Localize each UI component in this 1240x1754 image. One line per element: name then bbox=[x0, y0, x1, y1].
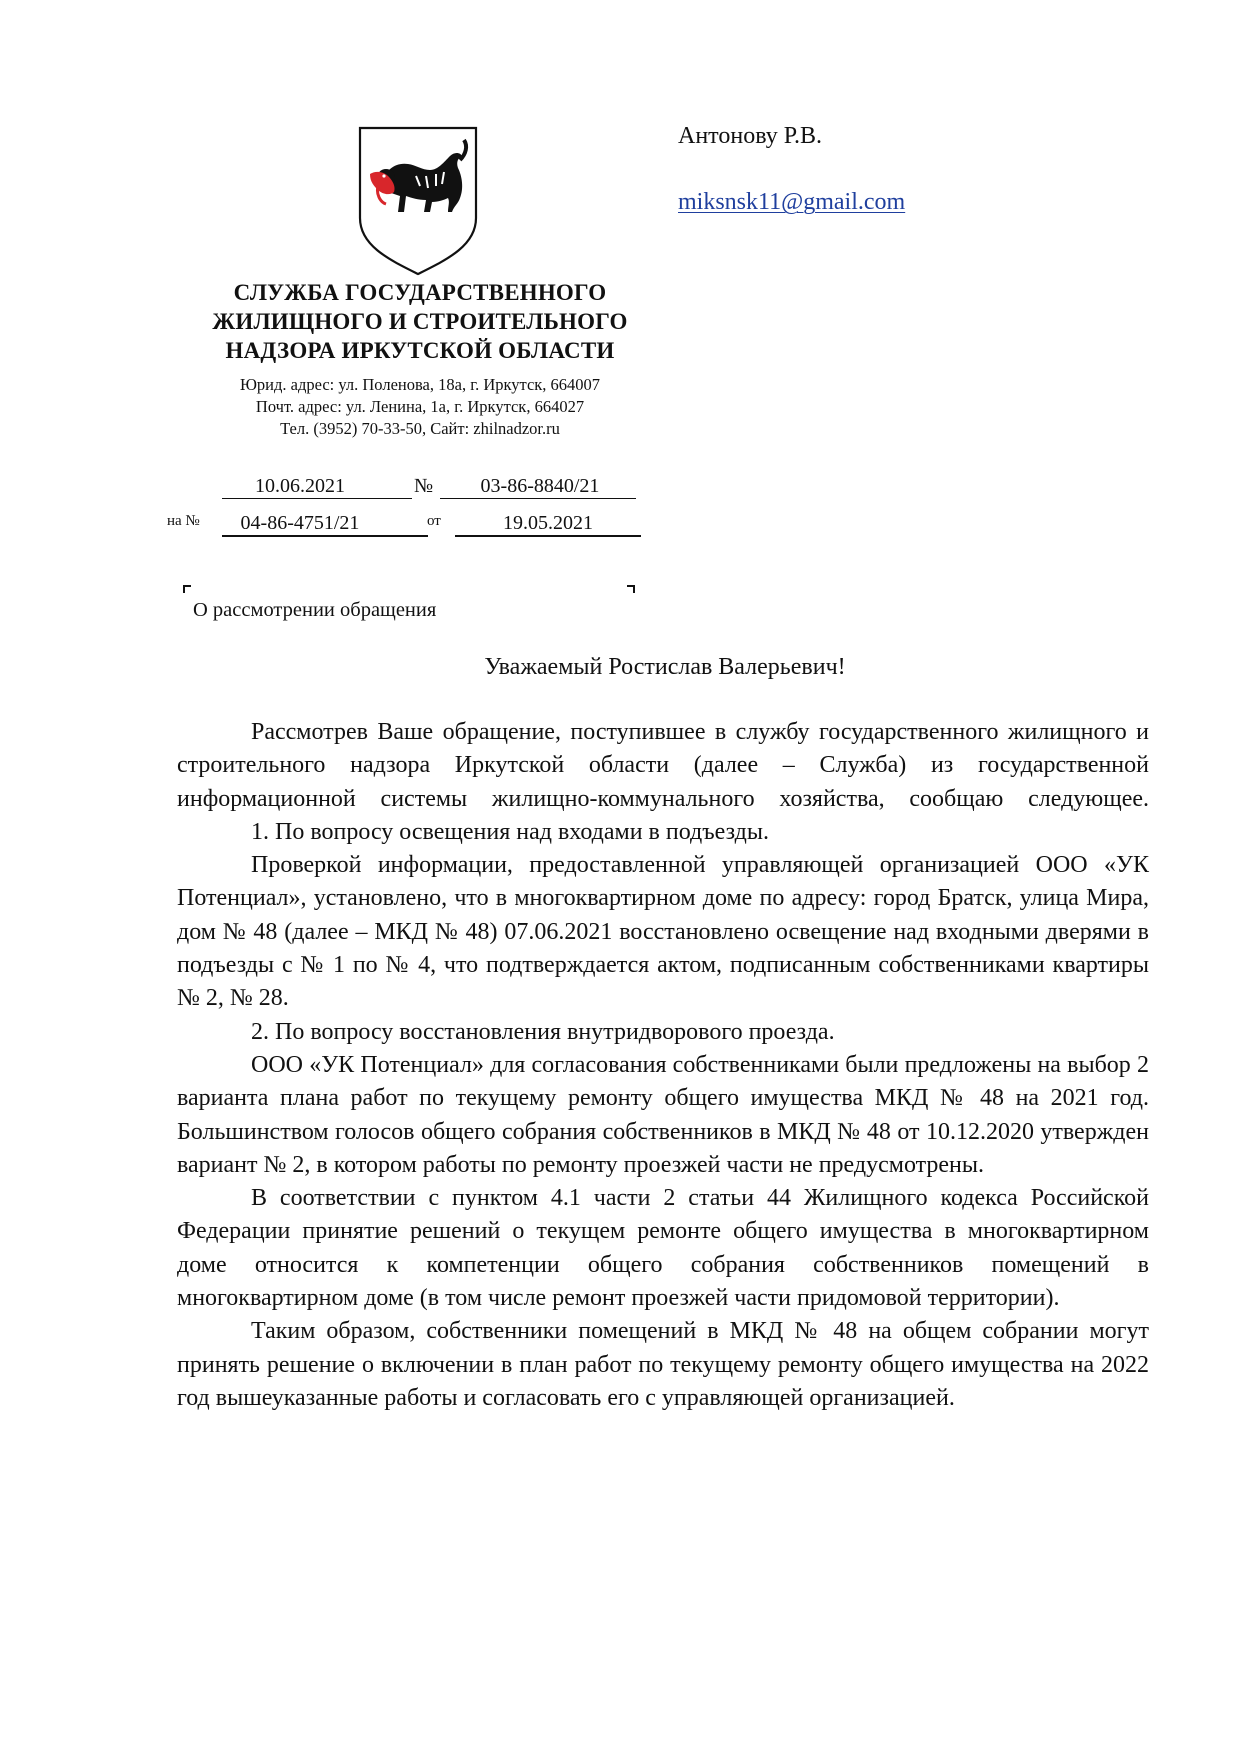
reply-from-date-underline bbox=[455, 535, 641, 537]
org-name-line-2: ЖИЛИЩНОГО И СТРОИТЕЛЬНОГО bbox=[212, 309, 628, 334]
recipient-name: Антонову Р.В. bbox=[678, 123, 823, 149]
irkutsk-coat-of-arms-icon bbox=[356, 126, 480, 276]
body-item-1-heading: 1. По вопросу освещения над входами в подъезды. bbox=[251, 818, 769, 845]
reply-to-label: на № bbox=[167, 513, 200, 529]
subject-corner-left bbox=[183, 585, 191, 593]
outgoing-date: 10.06.2021 bbox=[255, 475, 345, 497]
salutation-text: Уважаемый Ростислав Валерьевич! bbox=[484, 654, 846, 680]
body-item-2-heading: 2. По вопросу восстановления внутридворового проезда. bbox=[251, 1018, 835, 1045]
body-paragraph-housing-code: В соответствии с пунктом 4.1 части 2 статьи 44 Жилищного кодекса Российской Федерации принятие решений о текущем ремонте общего имущества в многоквартирном доме относится к компетенции общего собрания собственников помещений в многоквартирном доме (в том числе ремонт проезжей части придомовой территории). bbox=[177, 1185, 1149, 1312]
organization-contacts bbox=[150, 374, 690, 440]
subject-corner-right bbox=[627, 585, 635, 593]
org-name-line-1: СЛУЖБА ГОСУДАРСТВЕННОГО bbox=[233, 280, 607, 305]
body-paragraph-conclusion: Таким образом, собственники помещений в МКД № 48 на общем собрании могут принять решение о включении в план работ по текущему ремонту общего имущества на 2022 год вышеуказанные работы и согласовать его с управляющей организацией. bbox=[177, 1318, 1149, 1411]
organization-name bbox=[150, 278, 690, 365]
recipient-email-link[interactable]: miksnsk11@gmail.com bbox=[678, 189, 906, 215]
reply-from-date: 19.05.2021 bbox=[503, 512, 593, 534]
reply-to-number-underline bbox=[222, 535, 428, 537]
org-name-line-3: НАДЗОРА ИРКУТСКОЙ ОБЛАСТИ bbox=[225, 338, 615, 363]
salutation bbox=[0, 652, 1240, 682]
outgoing-date-underline bbox=[222, 498, 412, 499]
outgoing-number-underline bbox=[440, 498, 636, 499]
reply-to-number: 04-86-4751/21 bbox=[240, 512, 360, 534]
outgoing-number: 03-86-8840/21 bbox=[480, 475, 600, 497]
number-label: № bbox=[414, 475, 434, 497]
letter-subject: О рассмотрении обращения bbox=[193, 599, 437, 621]
legal-address: Юрид. адрес: ул. Поленова, 18а, г. Иркутск, 664007 bbox=[239, 375, 601, 394]
body-paragraph-lighting: Проверкой информации, предоставленной управляющей организацией ООО «УК Потенциал», установлено, что в многоквартирном доме по адресу: город Братск, улица Мира, дом № 48 (далее – МКД № 48) 07.06.2021 восстановлено освещение над входными дверями в подъезды с № 1 по № 4, что подтверждается актом, подписанным собственниками квартиры № 2, № 28. bbox=[177, 852, 1149, 1012]
postal-address: Почт. адрес: ул. Ленина, 1а, г. Иркутск, 664027 bbox=[255, 397, 585, 416]
body-paragraph-intro: Рассмотрев Ваше обращение, поступившее в службу государственного жилищного и строительного надзора Иркутской области (далее – Служба) из государственной информационной системы жилищно-коммунального хозяйства, сообщаю следующее. bbox=[177, 719, 1149, 812]
phone-and-site: Тел. (3952) 70-33-50, Сайт: zhilnadzor.ru bbox=[280, 419, 560, 438]
body-paragraph-work-plan: ООО «УК Потенциал» для согласования собственниками были предложены на выбор 2 варианта плана работ по текущему ремонту общего имущества МКД № 48 на 2021 год. Большинством голосов общего собрания собственников в МКД № 48 от 10.12.2020 утвержден вариант № 2, в котором работы по ремонту проезжей части не предусмотрены. bbox=[177, 1051, 1149, 1178]
letter-body bbox=[177, 716, 1149, 1415]
reply-from-label: от bbox=[427, 513, 441, 529]
